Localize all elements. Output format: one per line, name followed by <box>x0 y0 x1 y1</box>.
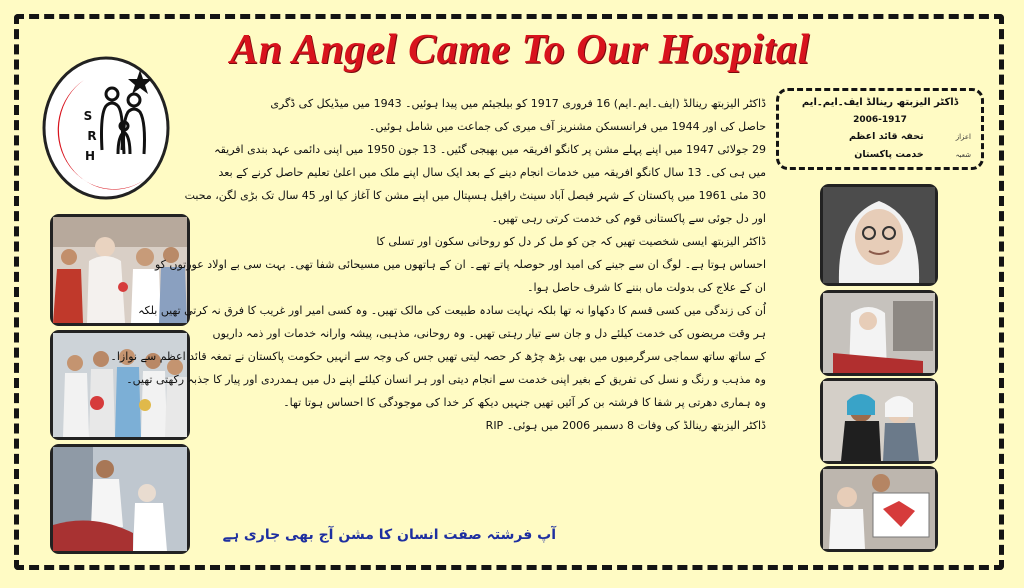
bio-line: 29 جولائی 1947 میں اپنے پہلے مشن پر کانگو افریقہ میں بھیجی گئیں۔ 13 جون 1950 میں اپنی دائمی عہد بندی افریقہ <box>214 143 766 156</box>
info-value: خدمت پاکستان <box>854 149 924 160</box>
bio-line: احساس ہوتا ہے۔ لوگ ان سے جینے کی امید اور حوصلہ پاتے تھے۔ ان کے ہاتھوں میں مسیحائی شفا تھی۔ بہت سی بے اولاد عورتوں کو <box>155 258 766 271</box>
photo-birthday-card <box>820 466 938 552</box>
info-label: شعبہ <box>955 151 971 159</box>
photo-two-women <box>820 378 938 464</box>
info-box <box>776 88 984 170</box>
photo-patient-care <box>50 444 190 554</box>
srh-logo <box>40 54 172 202</box>
bio-line: 30 مئی 1961 میں پاکستان کے شہر فیصل آباد سینٹ رافیل ہسپتال میں اپنے مشن کا آغاز کیا اور 45 سال تک بڑی لگن، محبت <box>184 189 766 202</box>
bio-line: ڈاکٹر الیزبتھ رینالڈ کی وفات 8 دسمبر 2006 میں ہوئی۔ RIP <box>485 419 766 432</box>
info-label: اعزاز <box>955 133 971 141</box>
biography-text <box>110 92 766 437</box>
photo-portrait <box>820 184 938 286</box>
info-name: ڈاکٹر الیزبتھ رینالڈ ایف۔ایم۔ایم <box>801 97 959 108</box>
info-years: 2006-1917 <box>853 115 907 125</box>
bio-line: وہ ہماری دھرتی پر شفا کا فرشتہ بن کر آئیں تھیں جنہیں دیکھ کر خدا کی موجودگی کا احساس ہوتا تھا۔ <box>283 396 766 409</box>
bio-line: میں ہی کی۔ 13 سال کانگو افریقہ میں خدمات انجام دینے کے بعد ایک سال اپنے ملک میں اعلیٰ تعلیم حاصل کرنے کے بعد <box>218 166 766 179</box>
info-row-service <box>789 149 971 160</box>
logo-letter-h: H <box>84 149 96 163</box>
info-value: تحفہ قائد اعظم <box>848 131 924 142</box>
logo-letter-s: S <box>83 109 93 123</box>
bio-line: ہر وقت مریضوں کی خدمت کیلئے دل و جان سے تیار رہتی تھیں۔ وہ روحانی، مذہبی، پیشہ وارانہ خدمات اور ذمہ داریوں <box>212 327 766 340</box>
bio-line: ڈاکٹر الیزبتھ ایسی شخصیت تھیں کہ جن کو مل کر دل کو روحانی سکون اور تسلی کا <box>376 235 766 248</box>
bio-line: وہ مذہب و رنگ و نسل کی تفریق کے بغیر اپنی خدمت سے انجام دیتی اور ہر انسان کیلئے اپنے دل میں ہمدردی اور پیار کا جذبہ رکھتی تھیں۔ <box>126 373 766 386</box>
bio-line: ان کے علاج کی بدولت ماں بننے کا شرف حاصل ہوا۔ <box>527 281 766 294</box>
poster-title: An Angel Came To Our Hospital <box>230 27 810 73</box>
bio-line: اُن کی زندگی میں کسی قسم کا دکھاوا نہ تھا بلکہ نہایت سادہ طبیعت کی مالک تھیں۔ وہ کسی امیر اور غریب کا فرق نہ کرتی تھیں بلکہ <box>138 304 766 317</box>
bio-line: حاصل کی اور 1944 میں فرانسسکن مشنریز آف میری کی جماعت میں شامل ہوئیں۔ <box>368 120 766 133</box>
photo-sister-writing <box>820 290 938 376</box>
logo-letter-r: R <box>87 129 97 143</box>
closing-line: آپ فرشتہ صفت انسان کا مشن آج بھی جاری ہے <box>222 527 556 543</box>
bio-line: کے ساتھ ساتھ سماجی سرگرمیوں میں بھی بڑھ چڑھ کر حصہ لیتی تھیں جس کی وجہ سے انہیں حکومت پاکستان نے تمغہ قائد اعظم سے نوازا۔ <box>110 350 766 363</box>
bio-line: ڈاکٹر الیزبتھ رینالڈ (ایف۔ایم۔ایم) 16 فروری 1917 کو بیلجیئم میں پیدا ہوئیں۔ 1943 میں میڈیکل کی ڈگری <box>270 97 766 110</box>
info-row-award <box>789 131 971 142</box>
bio-line: اور دل جوئی سے پاکستانی قوم کی خدمت کرتی رہی تھیں۔ <box>491 212 766 225</box>
